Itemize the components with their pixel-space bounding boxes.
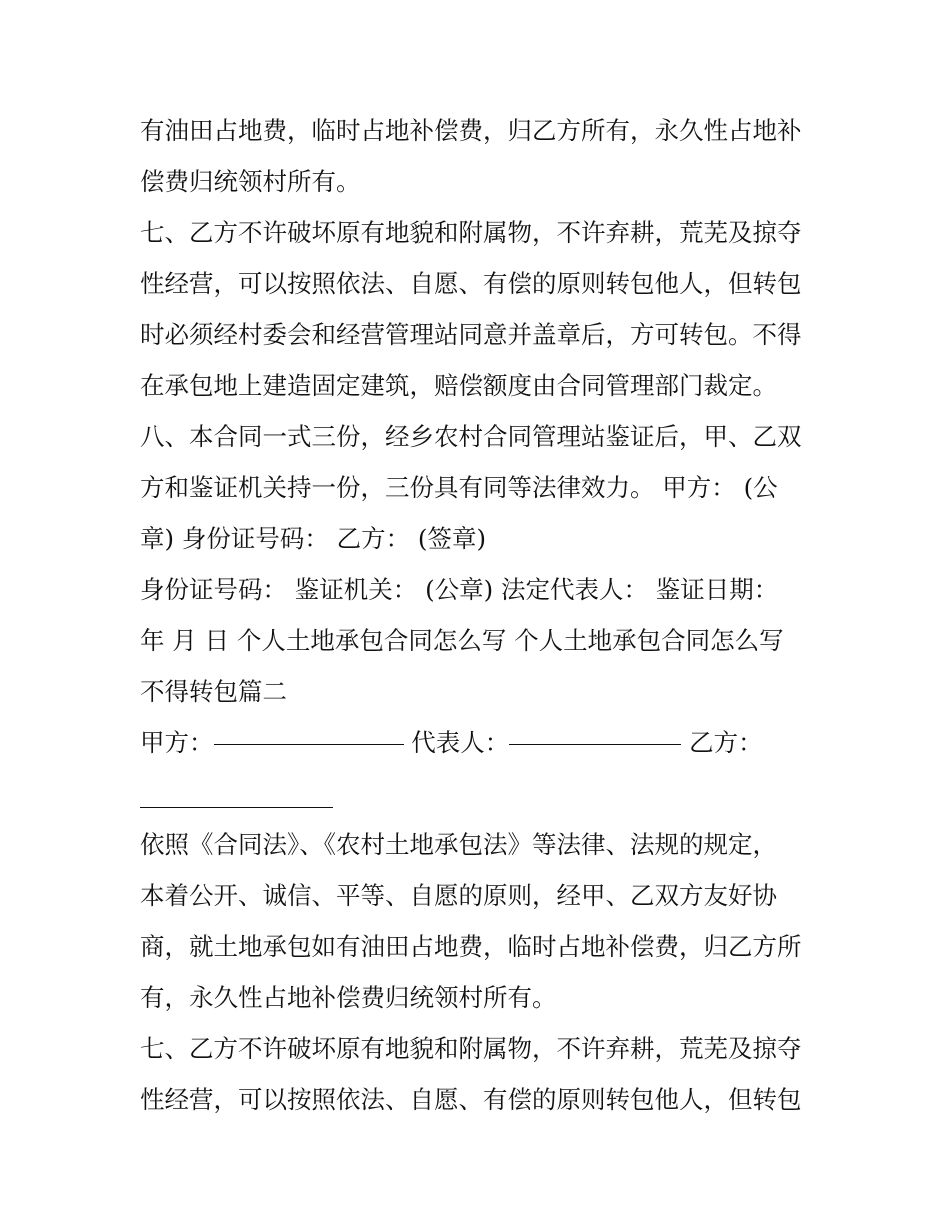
paragraph-clause-seven <box>140 207 820 411</box>
text-line: 七、乙方不许破坏原有地貌和附属物，不许弃耕，荒芜及掠夺 <box>140 218 802 247</box>
text-line: 本着公开、诚信、平等、自愿的原则，经甲、乙双方友好协 <box>140 881 777 910</box>
representative-blank <box>509 714 681 745</box>
paragraph-clause-seven-repeat <box>140 1023 820 1125</box>
text-line: 章) 身份证号码： 乙方： (签章) <box>140 524 487 553</box>
text-line: 七、乙方不许破坏原有地貌和附属物，不许弃耕，荒芜及掠夺 <box>140 1034 802 1063</box>
parties-line <box>140 717 820 768</box>
text-line: 性经营，可以按照依法、自愿、有偿的原则转包他人，但转包 <box>140 1085 802 1114</box>
paragraph-parties <box>140 717 820 819</box>
text-line: 在承包地上建造固定建筑，赔偿额度由合同管理部门裁定。 <box>140 371 777 400</box>
document-body <box>140 105 820 1125</box>
paragraph-clause-eight <box>140 411 820 564</box>
text-line: 有油田占地费，临时占地补偿费，归乙方所有，永久性占地补 <box>140 116 802 145</box>
paragraph-basis <box>140 819 820 1023</box>
text-line: 不得转包篇二 <box>140 677 287 706</box>
text-line: 方和鉴证机关持一份，三份具有同等法律效力。 甲方： (公 <box>140 473 778 502</box>
paragraph-compensation <box>140 105 820 207</box>
text-line: 商，就土地承包如有油田占地费，临时占地补偿费，归乙方所 <box>140 932 802 961</box>
party-a-blank <box>214 714 404 745</box>
text-line: 依照《合同法》、《农村土地承包法》等法律、法规的规定， <box>140 830 777 859</box>
text-line: 偿费归统领村所有。 <box>140 167 361 196</box>
paragraph-signatures <box>140 564 820 717</box>
representative-label: 代表人： <box>411 728 510 757</box>
text-line: 年 月 日 个人土地承包合同怎么写 个人土地承包合同怎么写 <box>140 626 784 655</box>
party-a-label: 甲方： <box>140 728 214 757</box>
party-b-blank <box>140 777 333 808</box>
text-line: 有，永久性占地补偿费归统领村所有。 <box>140 983 557 1012</box>
text-line: 性经营，可以按照依法、自愿、有偿的原则转包他人，但转包 <box>140 269 802 298</box>
text-line: 时必须经村委会和经营管理站同意并盖章后，方可转包。不得 <box>140 320 802 349</box>
text-line: 八、本合同一式三份，经乡农村合同管理站鉴证后，甲、乙双 <box>140 422 802 451</box>
text-line: 身份证号码： 鉴证机关： (公章) 法定代表人： 鉴证日期： <box>140 575 779 604</box>
party-b-label: 乙方： <box>689 728 763 757</box>
party-b-line <box>140 768 820 819</box>
